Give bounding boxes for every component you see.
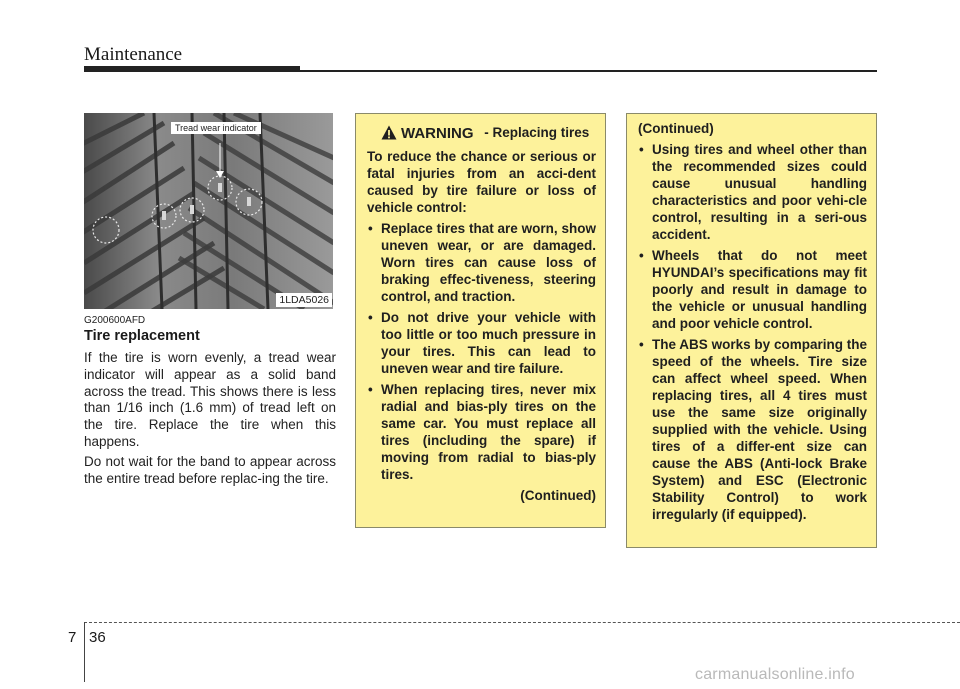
list-item: • Using tires and wheel other than the recommended sizes could cause unusual handling characteristics and poor vehi-cle control, resulting in a seri-ous accident. — [639, 142, 867, 242]
warning-intro: To reduce the chance or serious or fatal injuries from an acci-dent caused by tire failure or loss of vehicle control: — [367, 149, 596, 215]
header-rule — [300, 70, 877, 72]
bullet-icon: • — [639, 337, 644, 352]
list-item: • When replacing tires, never mix radial and bias-ply tires on the same car. You must replace all tires (including the spare) if moving from radial to bias-ply tires. — [368, 382, 596, 482]
list-item: • The ABS works by comparing the speed of the wheels. Tire size can affect wheel speed. When replacing tires, all 4 tires must use the same size originally supplied with the vehicle. Using tires of a differ-ent size can cause the ABS (Anti-lock Brake System) and ESC (Electronic Stability Control) to work irregularly (if equipped). — [639, 337, 867, 522]
body-paragraph: If the tire is worn evenly, a tread wear indicator will appear as a solid band across the tread. This shows there is less than 1/16 inch (1.6 mm) of tread left on the tire. Replace the tire when this happens. — [84, 350, 336, 449]
bullet-icon: • — [368, 382, 373, 397]
watermark: carmanualsonline.info — [695, 666, 855, 683]
bullet-icon: • — [639, 142, 644, 157]
continuation-box — [626, 113, 877, 548]
tire-tread-photo — [84, 113, 333, 309]
bullet-icon: • — [368, 310, 373, 325]
header-bar — [84, 66, 300, 72]
warning-box — [355, 113, 606, 528]
warning-triangle-icon — [381, 125, 397, 144]
continuation-list — [638, 141, 867, 523]
continued-label: (Continued) — [638, 121, 714, 136]
bullet-icon: • — [639, 248, 644, 263]
list-item: • Replace tires that are worn, show uneven wear, or are damaged. Worn tires can cause loss of braking effec-tiveness, steering control, and traction. — [368, 221, 596, 304]
footer-rule — [84, 622, 960, 623]
list-item: • Wheels that do not meet HYUNDAI’s specifications may fit poorly and result in damage to the vehicle or unusual handling and poor vehicle control. — [639, 248, 867, 331]
footer-divider — [84, 622, 85, 682]
figure-code: 1LDA5026 — [276, 293, 332, 307]
section-heading: Tire replacement — [84, 328, 200, 344]
body-paragraph: Do not wait for the band to appear across the entire tread before replac-ing the tire. — [84, 454, 336, 486]
section-code: G200600AFD — [84, 315, 146, 326]
tread-wear-indicator-callout: Tread wear indicator — [171, 122, 261, 134]
bullet-icon: • — [368, 221, 373, 236]
warning-list — [367, 220, 596, 483]
warning-subtitle: - Replacing tires — [484, 125, 590, 140]
continued-label: (Continued) — [520, 488, 596, 503]
warning-header — [367, 124, 596, 144]
list-item: • Do not drive your vehicle with too little or too much pressure in your tires. This can lead to uneven wear and tire failure. — [368, 310, 596, 376]
chapter-number: 7 — [68, 629, 77, 646]
page-title: Maintenance — [84, 44, 183, 65]
page-number: 36 — [89, 629, 106, 646]
warning-word: WARNING — [401, 125, 474, 142]
